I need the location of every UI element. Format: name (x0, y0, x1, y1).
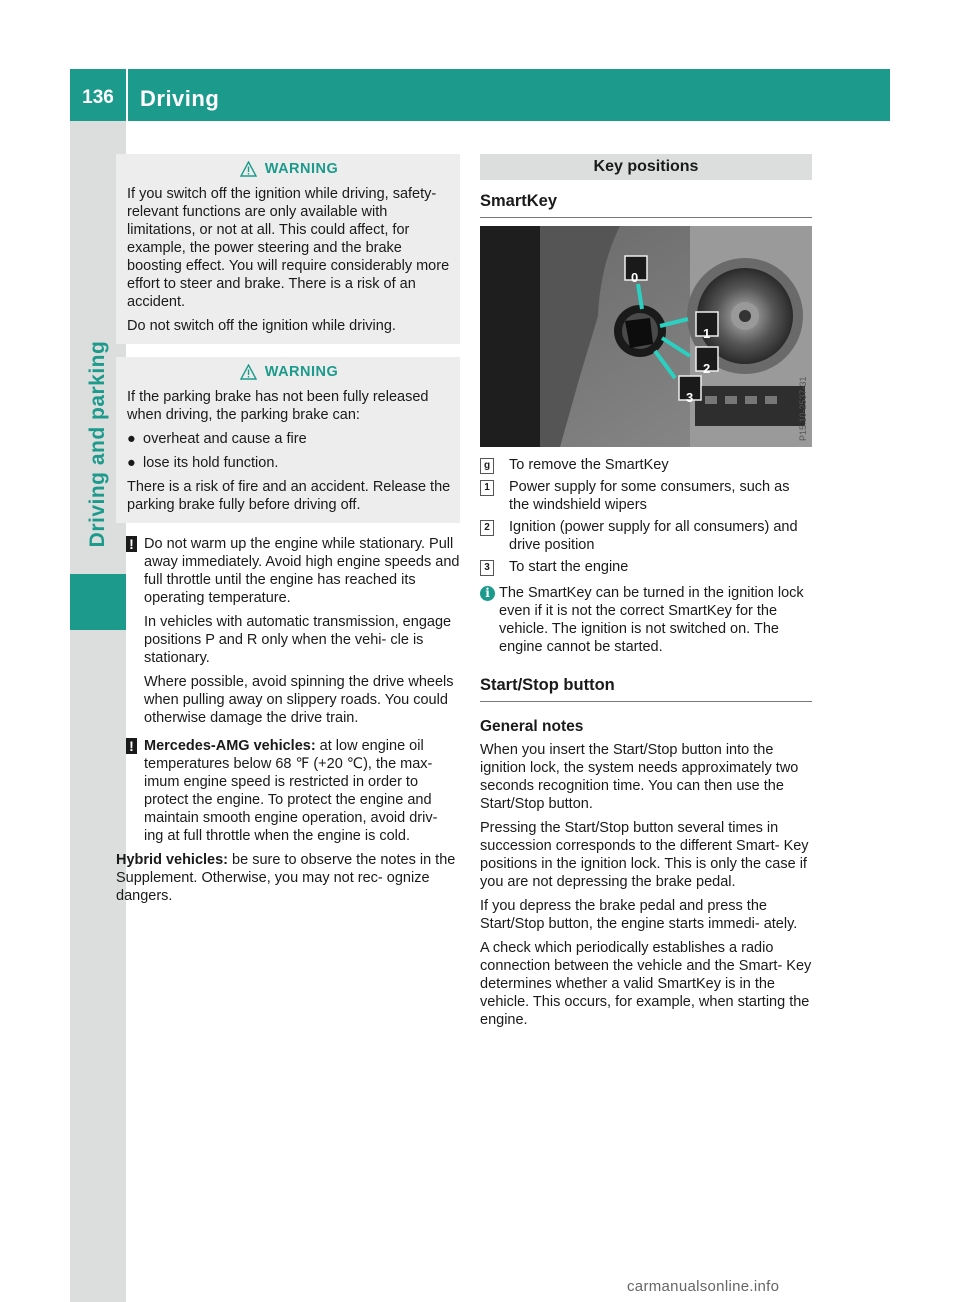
bullet-icon: ● (127, 455, 136, 471)
figure-container (480, 226, 812, 447)
info-note (480, 584, 812, 656)
note-text: Do not warm up the engine while stationary. Pull away immediately. Avoid high engine speeds and full throttle until the engine has reached its operating temperature. (144, 536, 460, 606)
note-text: Where possible, avoid spinning the drive wheels when pulling away on slippery roads. You could otherwise damage the drive train. (144, 674, 454, 726)
note-amg (116, 737, 460, 845)
warning-text: If you switch off the ignition while driving, safety-relevant functions are only available with limitations, or not at all. This could affect, for example, the power steering and the brake boosting effect. You will require considerably more effort to steer and brake. There is a risk of an accident. (127, 186, 450, 310)
info-text: The SmartKey can be turned in the ignition lock even if it is not the correct SmartKey for the vehicle. The ignition is not switched on. The engine cannot be started. (499, 585, 804, 655)
hybrid-body: be sure to observe the notes in the Supplement. Otherwise, you may not rec- ognize dangers. (116, 852, 456, 904)
hybrid-bold-lead: Hybrid vehicles: (116, 852, 229, 868)
body-paragraph: If you depress the brake pedal and press the Start/Stop button, the engine starts immedi- ately. (480, 898, 798, 932)
warning-triangle-icon (240, 161, 257, 177)
note-text (144, 737, 460, 845)
list-item-text: lose its hold function. (143, 455, 279, 471)
warning-triangle-icon (240, 364, 257, 380)
body-paragraph: Pressing the Start/Stop button several times in succession corresponds to the different Smart- Key positions in the ignition lock. This is only the case if you are not depressing the brake pedal. (480, 820, 809, 890)
legend-text: To remove the SmartKey (509, 457, 669, 473)
legend-text: Power supply for some consumers, such as the windshield wipers (509, 479, 790, 513)
legend-item (480, 478, 812, 514)
warning-text: If the parking brake has not been fully released when driving, the parking brake can: (127, 389, 429, 423)
hybrid-note (116, 851, 460, 905)
note-warm-up (116, 535, 460, 727)
note-text: In vehicles with automatic transmission, engage positions P and R only when the vehi- cle is stationary. (144, 614, 452, 666)
header-divider (126, 69, 128, 121)
warning-label: WARNING (264, 161, 339, 177)
exclamation-icon: ! (126, 536, 137, 552)
figure-label-2: 2 (703, 361, 711, 376)
list-item-text: overheat and cause a fire (143, 431, 307, 447)
body-paragraph: When you insert the Start/Stop button into the ignition lock, the system needs approximately two seconds recognition time. You can then use the Start/Stop button. (480, 742, 799, 812)
legend-key: 1 (480, 480, 494, 496)
warning-header (127, 159, 451, 179)
info-icon: i (480, 586, 495, 601)
legend-key: 3 (480, 560, 494, 576)
warning-label: WARNING (264, 364, 339, 380)
figure-legend (480, 456, 812, 576)
bullet-list (127, 430, 451, 472)
warning-box-ignition (116, 154, 460, 344)
warning-box-parking-brake (116, 357, 460, 523)
figure-label-0: 0 (631, 270, 639, 285)
page-number: 136 (82, 87, 114, 108)
right-column (480, 154, 812, 1029)
legend-text: Ignition (power supply for all consumers) and drive position (509, 519, 798, 553)
side-tab-label: Driving and parking (86, 340, 109, 548)
general-notes-heading: General notes (480, 718, 584, 735)
note-bold-lead: Mercedes-AMG vehicles: (144, 738, 316, 754)
note-body: at low engine oil temperatures below 68 ℉ (+20 ℃), the max- imum engine speed is restricted in order to protect the engine. To protect the engine and maintain smooth engine operation, avoid driv- ing at full throttle when the engine is cold. (144, 738, 438, 844)
startstop-heading: Start/Stop button (480, 676, 812, 702)
page-title: Driving (140, 86, 220, 111)
watermark: carmanualsonline.info (627, 1278, 780, 1295)
exclamation-icon: ! (126, 738, 137, 754)
warning-header (127, 362, 451, 382)
list-item (127, 454, 451, 472)
legend-key: g (480, 458, 494, 474)
list-item (127, 430, 451, 448)
ignition-lock-figure (480, 226, 812, 447)
legend-item (480, 518, 812, 554)
left-column (116, 154, 460, 905)
section-heading: Key positions (480, 154, 812, 180)
figure-label-3: 3 (686, 390, 694, 405)
legend-text: To start the engine (509, 559, 629, 575)
figure-label-1: 1 (703, 326, 711, 341)
smartkey-heading: SmartKey (480, 192, 812, 218)
figure-code: P15.10-2537-31 (798, 376, 808, 441)
body-paragraph: A check which periodically establishes a radio connection between the vehicle and the Smart- Key determines whether a valid SmartKey is in the vehicle. This occurs, for example, when starting the engine. (480, 940, 812, 1028)
legend-item (480, 558, 812, 576)
bullet-icon: ● (127, 431, 136, 447)
warning-text: There is a risk of fire and an accident. Release the parking brake fully before driving off. (127, 479, 451, 513)
legend-key: 2 (480, 520, 494, 536)
legend-item (480, 456, 812, 474)
warning-text: Do not switch off the ignition while driving. (127, 318, 396, 334)
